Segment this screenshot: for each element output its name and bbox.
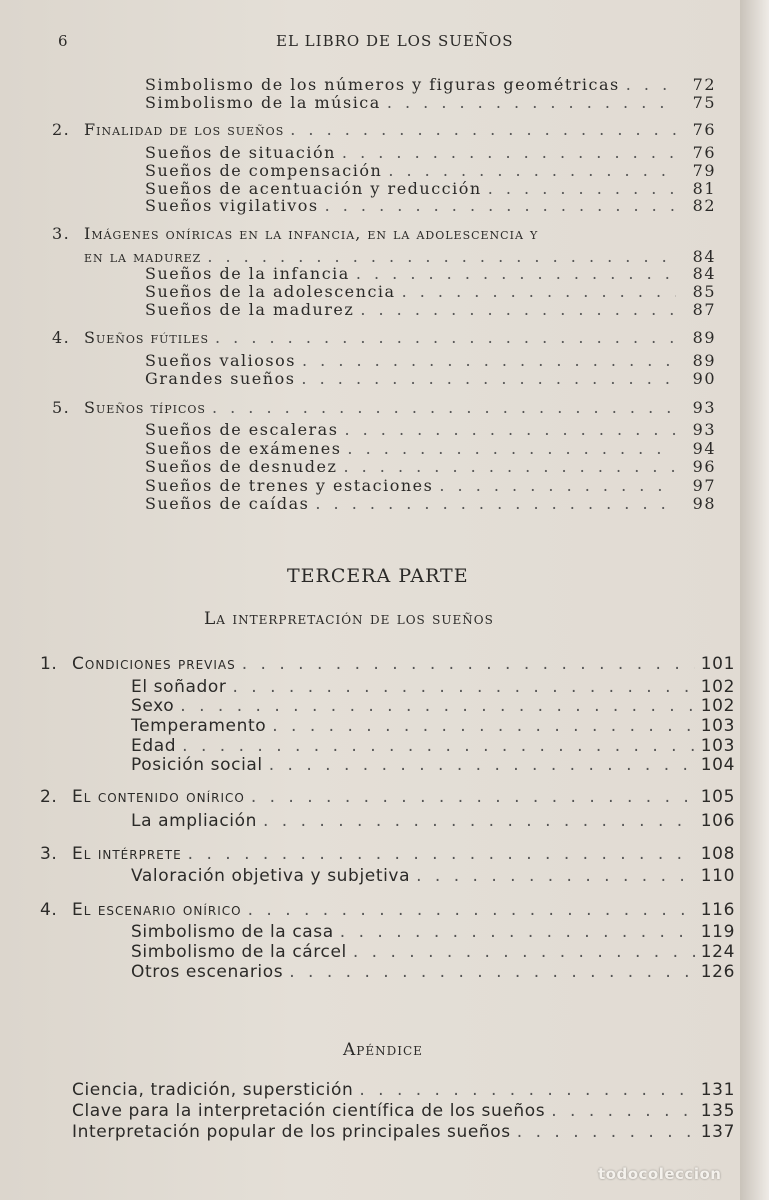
toc-entry [72,1122,735,1142]
entry-label: Edad [131,736,177,756]
entry-label: Sueños de exámenes [145,439,342,458]
entry-page: 81 [692,179,716,198]
entry-label: Valoración objetiva y subjetiva [131,866,411,886]
toc-entry [52,120,716,139]
toc-entry [145,282,716,301]
entry-number: 3. [40,844,58,864]
entry-page: 124 [700,942,735,962]
entry-page: 84 [692,264,716,283]
toc-entry [52,398,716,417]
entry-label: La ampliación [131,811,257,831]
entry-page: 105 [700,787,735,807]
leader-dots [359,1080,694,1100]
leader-dots [387,93,676,112]
entry-label: Sueños de compensación [145,161,383,180]
entry-page: 94 [692,439,716,458]
page-edge [740,0,769,1200]
entry-page: 131 [700,1080,735,1100]
leader-dots [272,716,695,736]
entry-page: 104 [700,755,735,775]
entry-label: Sueños vigilativos [145,196,319,215]
entry-label: Otros escenarios [131,962,284,982]
part3-subtitle: La interpretación de los sueños [204,609,494,629]
toc-entry [131,962,735,982]
toc-entry [145,161,716,180]
toc-entry [52,224,716,243]
appendix-title: Apéndice [343,1040,423,1060]
entry-label: Sueños de la madurez [145,300,355,319]
toc-entry [145,420,716,439]
entry-label: Interpretación popular de los principales sueños [72,1122,511,1142]
entry-label: Posición social [131,755,263,775]
entry-number: 1. [40,654,58,674]
leader-dots [188,844,695,864]
entry-page: 106 [700,811,735,831]
toc-entry [131,922,735,942]
toc-entry [131,677,735,697]
entry-label: Ciencia, tradición, superstición [72,1080,354,1100]
leader-dots [248,900,695,920]
entry-page: 137 [700,1122,735,1142]
entry-page: 102 [700,677,735,697]
toc-entry [52,328,716,347]
leader-dots [353,942,695,962]
toc-entry [145,264,716,283]
toc-entry [72,1080,735,1100]
toc-entry [72,1101,735,1121]
toc-entry [131,866,735,886]
entry-page: 98 [692,494,716,513]
entry-page: 116 [700,900,735,920]
leader-dots [343,457,676,476]
entry-page: 126 [700,962,735,982]
leader-dots [212,398,676,417]
leader-dots [340,922,695,942]
toc-entry [145,300,716,319]
entry-page: 84 [692,247,716,266]
leader-dots [251,787,695,807]
toc-entry [131,736,735,756]
entry-label: Sueños fútiles [84,328,209,347]
page-number: 6 [58,32,70,50]
leader-dots [290,120,676,139]
entry-page: 82 [692,196,716,215]
entry-page: 103 [700,736,735,756]
toc-entry [145,439,716,458]
leader-dots [180,696,694,716]
toc-entry [145,476,716,495]
entry-label: Sexo [131,696,175,716]
entry-page: 75 [692,93,716,112]
entry-label: Sueños de situación [145,143,336,162]
entry-number: 4. [52,328,71,347]
leader-dots [315,494,676,513]
entry-label: El soñador [131,677,227,697]
entry-number: 5. [52,398,71,417]
entry-page: 93 [692,398,716,417]
leader-dots [517,1122,695,1142]
entry-page: 93 [692,420,716,439]
entry-label: Sueños de escaleras [145,420,339,439]
entry-label: Clave para la interpretación científica de los sueños [72,1101,546,1121]
leader-dots [301,369,676,388]
entry-page: 110 [700,866,735,886]
entry-page: 97 [692,476,716,495]
toc-entry [40,787,735,807]
leader-dots [269,755,695,775]
entry-page: 72 [692,75,716,94]
entry-label: Simbolismo de la cárcel [131,942,347,962]
leader-dots [302,351,676,370]
leader-dots [360,300,676,319]
entry-number: 2. [40,787,58,807]
entry-page: 101 [700,654,735,674]
entry-page: 89 [692,351,716,370]
toc-entry [145,369,716,388]
entry-page: 119 [700,922,735,942]
entry-label: Simbolismo de la casa [131,922,334,942]
leader-dots [242,654,695,674]
entry-page: 87 [692,300,716,319]
leader-dots [215,328,676,347]
entry-page: 103 [700,716,735,736]
leader-dots [263,811,695,831]
entry-number: 4. [40,900,58,920]
entry-label: Sueños de trenes y estaciones [145,476,434,495]
entry-label: Sueños valiosos [145,351,296,370]
toc-entry [131,942,735,962]
entry-label: El intérprete [72,844,182,864]
entry-page: 79 [692,161,716,180]
entry-label: Temperamento [131,716,267,736]
toc-entry [145,494,716,513]
entry-label: Sueños típicos [84,398,206,417]
entry-label: en la madurez [84,247,202,266]
leader-dots [439,476,676,495]
leader-dots [342,143,676,162]
watermark: todocoleccion [598,1165,722,1183]
running-title: EL LIBRO DE LOS SUEÑOS [276,32,514,50]
toc-entry [145,457,716,476]
entry-label: El contenido onírico [72,787,245,807]
entry-page: 96 [692,457,716,476]
toc-entry [145,93,716,112]
leader-dots [626,75,676,94]
toc-entry [131,755,735,775]
toc-entry [145,351,716,370]
entry-page: 135 [700,1101,735,1121]
entry-number: 3. [52,224,71,243]
leader-dots [402,282,676,301]
entry-label: Simbolismo de los números y figuras geométricas [145,75,620,94]
entry-label: Sueños de acentuación y reducción [145,179,482,198]
toc-entry [145,75,716,94]
entry-label: Sueños de desnudez [145,457,338,476]
entry-label: Sueños de la adolescencia [145,282,396,301]
entry-label: Condiciones previas [72,654,236,674]
toc-entry [145,196,716,215]
entry-label: Imágenes oníricas en la infancia, en la adolescencia y [84,224,539,243]
entry-label: Sueños de la infancia [145,264,350,283]
toc-entry [40,654,735,674]
entry-label: El escenario onírico [72,900,242,920]
entry-label: Finalidad de los sueños [84,120,285,139]
entry-page: 102 [700,696,735,716]
leader-dots [416,866,695,886]
toc-entry [40,900,735,920]
leader-dots [347,439,676,458]
toc-entry [131,716,735,736]
leader-dots [356,264,676,283]
toc-entry [131,696,735,716]
entry-number: 2. [52,120,71,139]
leader-dots [325,196,676,215]
leader-dots [388,161,676,180]
entry-page: 108 [700,844,735,864]
entry-page: 76 [692,120,716,139]
leader-dots [344,420,676,439]
leader-dots [551,1101,695,1121]
entry-page: 89 [692,328,716,347]
part3-title: TERCERA PARTE [287,565,469,587]
entry-page: 90 [692,369,716,388]
entry-page: 85 [692,282,716,301]
toc-entry [40,844,735,864]
leader-dots [289,962,695,982]
entry-page: 76 [692,143,716,162]
entry-label: Sueños de caídas [145,494,310,513]
leader-dots [182,736,695,756]
leader-dots [233,677,695,697]
entry-label: Grandes sueños [145,369,296,388]
toc-entry [145,143,716,162]
toc-entry [131,811,735,831]
entry-label: Simbolismo de la música [145,93,381,112]
